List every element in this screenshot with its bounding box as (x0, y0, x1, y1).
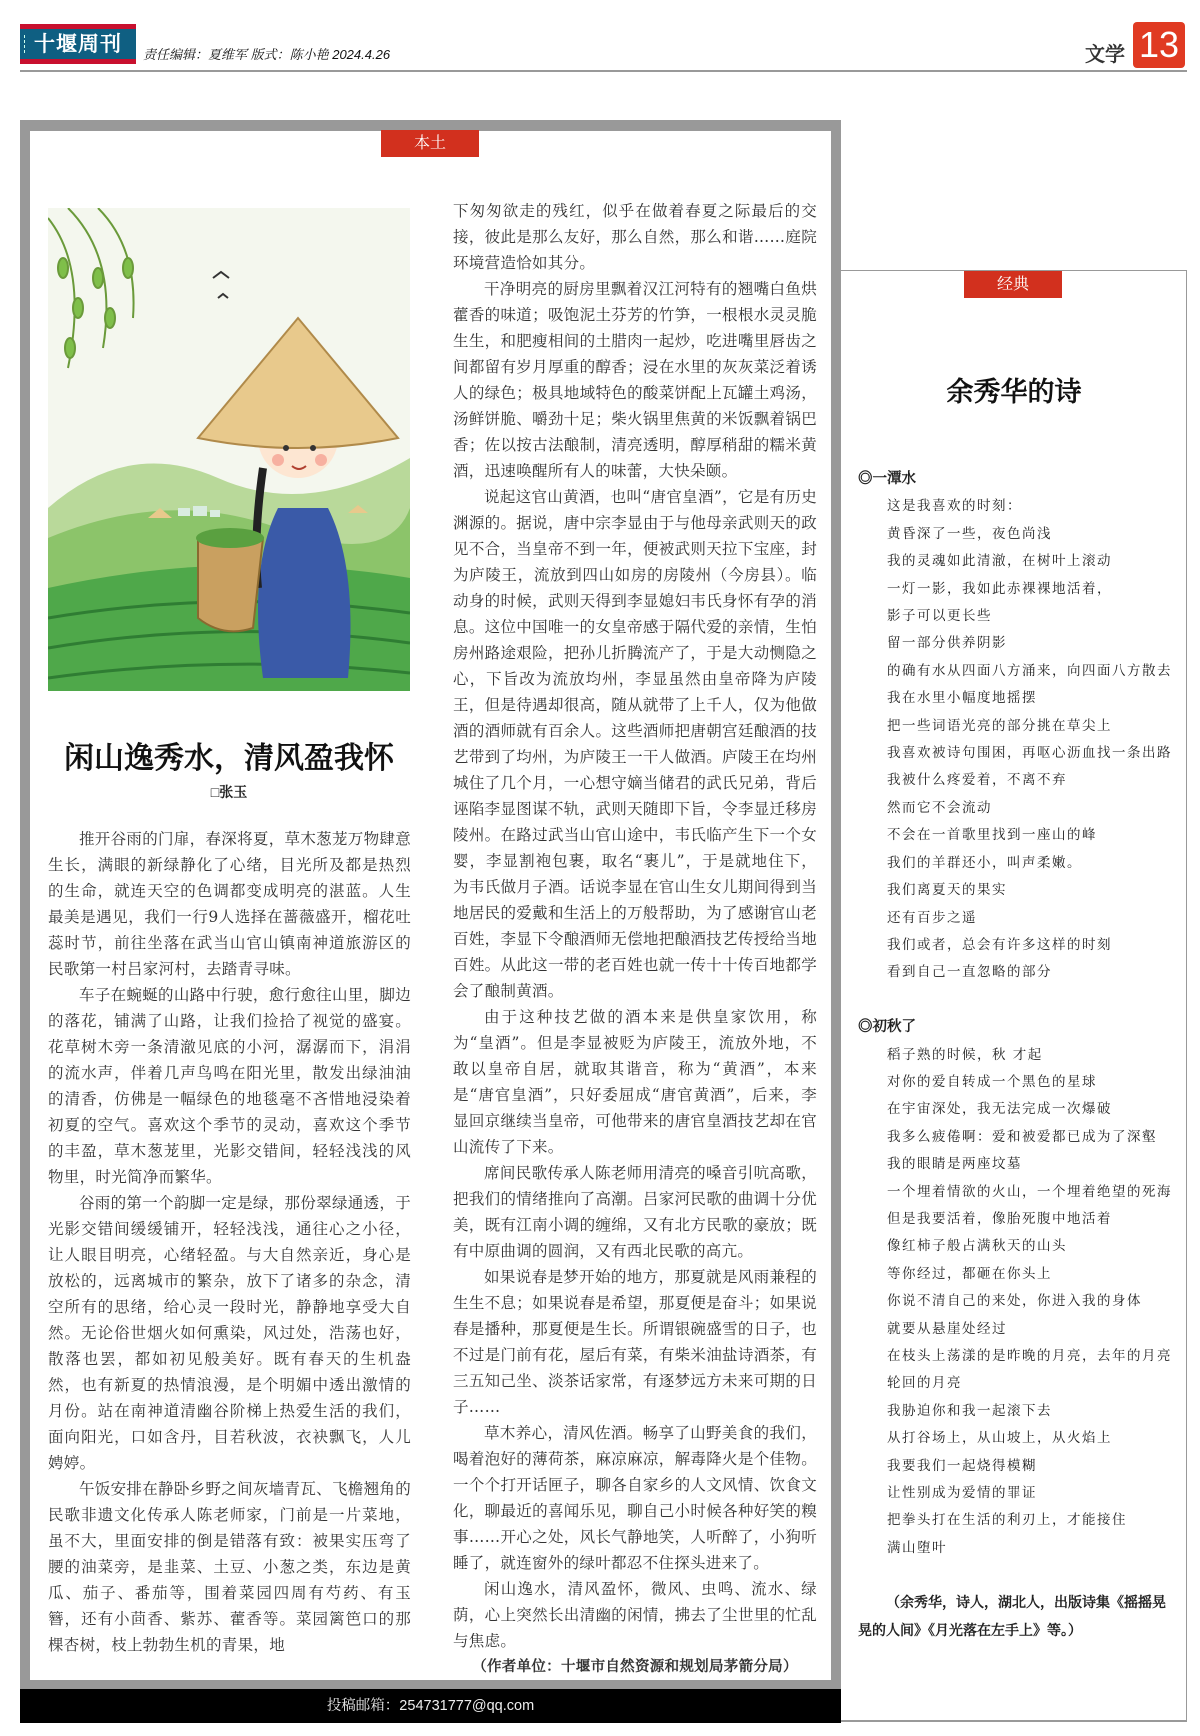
poem-line: 的确有水从四面八方涌来，向四面八方散去 (887, 662, 1172, 679)
page-number: 13 (1133, 22, 1185, 68)
poem-line: 从打谷场上，从山坡上，从火焰上 (887, 1430, 1112, 1447)
poem-line: 你说不清自己的来处，你进入我的身体 (887, 1293, 1142, 1310)
paragraph-continuation: 下匆匆欲走的残红，似乎在做着春夏之际最后的交接，彼此是那么友好，那么自然，那么和谐……庭院环境营造恰如其分。 (453, 202, 817, 272)
poem-line: 我的眼睛是两座坟墓 (887, 1156, 1022, 1173)
poet-bio: （余秀华，诗人，湖北人，出版诗集《摇摇晃晃的人间》《月光落在左手上》等。） (858, 1594, 1166, 1638)
poem-line: 把一些词语光亮的部分挑在草尖上 (887, 717, 1112, 734)
article-byline: □张玉 (210, 784, 248, 800)
paragraph: 推开谷雨的门扉，春深将夏，草木葱茏万物肆意生长，满眼的新绿静化了心绪，目光所及都是热烈的生命，就连天空的色调都变成明亮的湛蓝。人生最美是遇见，我们一行9人选择在蔷薇盛开，榴花吐蕊时节，前往坐落在武当山官山镇南神道旅游区的民歌第一村吕家河村，去踏青寻味。 (48, 830, 411, 978)
author-affiliation: （作者单位：十堰市自然资源和规划局茅箭分局） (472, 1659, 798, 1675)
section-tag-classic: 经典 (964, 271, 1062, 298)
poem-line: 在枝头上荡漾的是昨晚的月亮，去年的月亮 (887, 1347, 1172, 1364)
header-divider (20, 70, 1187, 72)
article-column-middle (453, 198, 817, 1680)
section-name: 文学 (1085, 44, 1125, 66)
poem-line: 这是我喜欢的时刻： (887, 498, 1022, 515)
paragraph: 草木养心，清风佐酒。畅享了山野美食的我们，喝着泡好的薄荷茶，麻凉麻凉，解毒降火是个佳物。一个个打开话匣子，聊各自家乡的人文风情、饮食文化，聊最近的喜闻乐见，聊自己小时候各种好笑的糗事……开心之处，风长气静地笑，人听醉了，小狗听睡了，就连窗外的绿叶都忍不住探头进来了。 (453, 1424, 817, 1572)
poem-line: 黄昏深了一些，夜色尚浅 (887, 525, 1052, 542)
poem-line: 我的灵魂如此清澈，在树叶上滚动 (887, 553, 1112, 570)
poem-line: 把拳头打在生活的利刃上，才能接住 (887, 1512, 1127, 1529)
section-tag-local: 本土 (381, 130, 479, 157)
poem-line: 影子可以更长些 (887, 608, 992, 625)
poem-line: 我要我们一起烧得模糊 (887, 1457, 1037, 1474)
poem-line: 满山堕叶 (887, 1539, 947, 1556)
poem-line: 我喜欢被诗句围困，再呕心沥血找一条出路 (887, 745, 1172, 762)
poem-line: 我被什么疼爱着，不离不弃 (887, 772, 1067, 789)
paragraph: 说起这官山黄酒，也叫“唐官皇酒”，它是有历史渊源的。据说，唐中宗李显由于与他母亲武则天的政见不合，当皇帝不到一年，便被武则天拉下宝座，封为庐陵王，流放到四山如房的房陵州（今房县）。临动身的时候，武则天得到李显媳妇韦氏身怀有孕的消息。这位中国唯一的女皇帝感于隔代爱的亲情，生怕房州路途艰险，把孙儿折腾流产了，于是大动恻隐之心，下旨改为流放均州，李显虽然由皇帝降为庐陵王，但是待遇却很高，随从就带了上千人，仅为他做酒的酒师就有百余人。这些酒师把唐朝宫廷酿酒的技艺带到了均州，为庐陵王一干人做酒。庐陵王在均州城住了几个月，一心想守嫡当储君的武氏兄弟，背后诬陷李显图谋不轨，武则天随即下旨，令李显迁移房陵州。在路过武当山官山途中，韦氏临产生下一个女婴，李显割袍包裹，取名“裹儿”，于是就地住下，为韦氏做月子酒。话说李显在官山生女儿期间得到当地居民的爱戴和生活上的万般帮助，为了感谢官山老百姓，李显下令酿酒师无偿地把酿酒技艺传授给当地百姓。从此这一带的老百姓也就一传十十传百地都学会了酿制黄酒。 (453, 488, 817, 1000)
article-column-left (48, 826, 411, 1658)
article-title: 闲山逸秀水，清风盈我怀 (64, 741, 394, 776)
paragraph: 如果说春是梦开始的地方，那夏就是风雨兼程的生生不息；如果说春是希望，那夏便是奋斗；如果说春是播种，那夏便是生长。所谓银碗盛雪的日子，也不过是门前有花，屋后有菜，有柴米油盐诗酒茶，有三五知己坐、淡茶话家常，有逐梦远方未来可期的日子…… (453, 1268, 817, 1416)
masthead-logo (20, 24, 136, 64)
editor-credits: 责任编辑：夏维军 版式：陈小艳 2024.4.26 (143, 47, 391, 62)
poem-line: 但是我要活着，像胎死腹中地活着 (887, 1210, 1112, 1227)
paragraph: 由于这种技艺做的酒本来是供皇家饮用，称为“皇酒”。但是李显被贬为庐陵王，流放外地，不敢以皇帝自居，就取其谐音，称为“黄酒”，本来是“唐官皇酒”，只好委屈成“唐官黄酒”，后来，李显回京继续当皇帝，可他带来的唐官皇酒技艺却在官山流传了下来。 (453, 1008, 817, 1156)
poem-line: 看到自己一直忽略的部分 (887, 964, 1052, 981)
poem-line: 一个埋着情欲的火山，一个埋着绝望的死海 (887, 1183, 1172, 1200)
paragraph: 车子在蜿蜒的山路中行驶，愈行愈往山里，脚边的落花，铺满了山路，让我们捡拾了视觉的盛宴。花草树木旁一条清澈见底的小河，潺潺而下，涓涓的流水声，伴着几声鸟鸣在阳光里，散发出绿油油的清香，仿佛是一幅绿色的地毯毫不吝惜地浸染着初夏的空气。喜欢这个季节的灵动，喜欢这个季节的丰盈，草木葱茏里，光影交错间，轻轻浅浅的风物里，时光简净而繁华。 (48, 986, 411, 1186)
paragraph: 闲山逸水，清风盈怀，微风、虫鸣、流水、绿荫，心上突然长出清幽的闲情，拂去了尘世里的忙乱与焦虑。 (453, 1580, 817, 1650)
poem-line: 留一部分供养阴影 (887, 635, 1007, 652)
poetry-title: 余秀华的诗 (946, 377, 1082, 408)
poems-container (858, 466, 1178, 1644)
paragraph: 席间民歌传承人陈老师用清亮的嗓音引吭高歌，把我们的情绪推向了高潮。吕家河民歌的曲调十分优美，既有江南小调的缠绵，又有北方民歌的豪放；既有中原曲调的圆润，又有西北民歌的高亢。 (453, 1164, 817, 1260)
poem-line: 轮回的月亮 (887, 1375, 962, 1392)
poem-line: 我们或者，总会有许多这样的时刻 (887, 936, 1112, 953)
paragraph: 干净明亮的厨房里飘着汉江河特有的翘嘴白鱼烘藿香的味道；吸饱泥土芬芳的竹笋，一根根水灵灵脆生生，和肥瘦相间的土腊肉一起炒，吃进嘴里唇齿之间都留有岁月厚重的醇香；浸在水里的灰灰菜泛着诱人的绿色；极具地域特色的酸菜饼配上瓦罐土鸡汤，汤鲜饼脆、嚼劲十足；柴火锅里焦黄的米饭飘着锅巴香；佐以按古法酿制，清亮透明，醇厚稍甜的糯米黄酒，迅速唤醒所有人的味蕾，大快朵颐。 (453, 280, 817, 480)
poem-heading: ◎初秋了 (858, 1019, 916, 1036)
poem-line: 我在水里小幅度地摇摆 (887, 690, 1037, 707)
poem-line: 在宇宙深处，我无法完成一次爆破 (887, 1101, 1112, 1118)
poem-line: 我们离夏天的果实 (887, 882, 1007, 899)
poem-line: 就要从悬崖处经过 (887, 1320, 1007, 1337)
submission-email-footer: 投稿邮箱：254731777@qq.com (20, 1689, 841, 1723)
poem-line: 我们的羊群还小，叫声柔嫩。 (887, 854, 1082, 871)
poem-heading: ◎一潭水 (858, 471, 916, 487)
poem-line: 不会在一首歌里找到一座山的峰 (887, 827, 1097, 844)
poem-line: 让性别成为爱情的罪证 (887, 1485, 1037, 1502)
poem-line: 一灯一影，我如此赤裸裸地活着， (887, 580, 1112, 597)
poem-line: 还有百步之遥 (887, 909, 977, 926)
logo-text: 十堰周刊 (34, 32, 122, 56)
poem-line: 对你的爱自转成一个黑色的星球 (887, 1073, 1097, 1090)
poem-line: 像红柿子般占满秋天的山头 (887, 1238, 1067, 1255)
poem-line: 然而它不会流动 (887, 799, 992, 816)
poem-spacer (858, 987, 1178, 1014)
poem-line: 等你经过，都砸在你头上 (887, 1265, 1052, 1282)
paragraph: 谷雨的第一个韵脚一定是绿，那份翠绿通透，于光影交错间缓缓铺开，轻轻浅浅，通往心之小径，让人眼目明亮，心绪轻盈。与大自然亲近，身心是放松的，远离城市的繁杂，放下了诸多的杂念，清空所有的思绪，给心灵一段时光，静静地享受大自然。无论俗世烟火如何熏染，风过处，浩荡也好，散落也罢，都如初见般美好。既有春天的生机盎然，也有新夏的热情浪漫，是个明媚中透出激情的月份。站在南神道清幽谷阶梯上热爱生活的我们，面向阳光，口如含丹，目若秋波，衣袂飘飞，人儿娉婷。 (48, 1194, 411, 1472)
tea-picking-illustration (48, 208, 410, 691)
poem-line: 稻子熟的时候，秋 才起 (887, 1046, 1043, 1063)
poem-line: 我胁迫你和我一起滚下去 (887, 1402, 1052, 1419)
poem-line: 我多么疲倦啊：爱和被爱都已成为了深壑 (887, 1128, 1157, 1145)
paragraph: 午饭安排在静卧乡野之间灰墙青瓦、飞檐翘角的民歌非遗文化传承人陈老师家，门前是一片菜地，虽不大，里面安排的倒是错落有致：被果实压弯了腰的油菜旁，是韭菜、土豆、小葱之类，东边是黄瓜、茄子、番茄等，围着菜园四周有芍药、有玉簪，还有小茴香、紫苏、藿香等。菜园篱笆口的那棵杏树，枝上勃勃生机的青果，地 (48, 1480, 411, 1654)
